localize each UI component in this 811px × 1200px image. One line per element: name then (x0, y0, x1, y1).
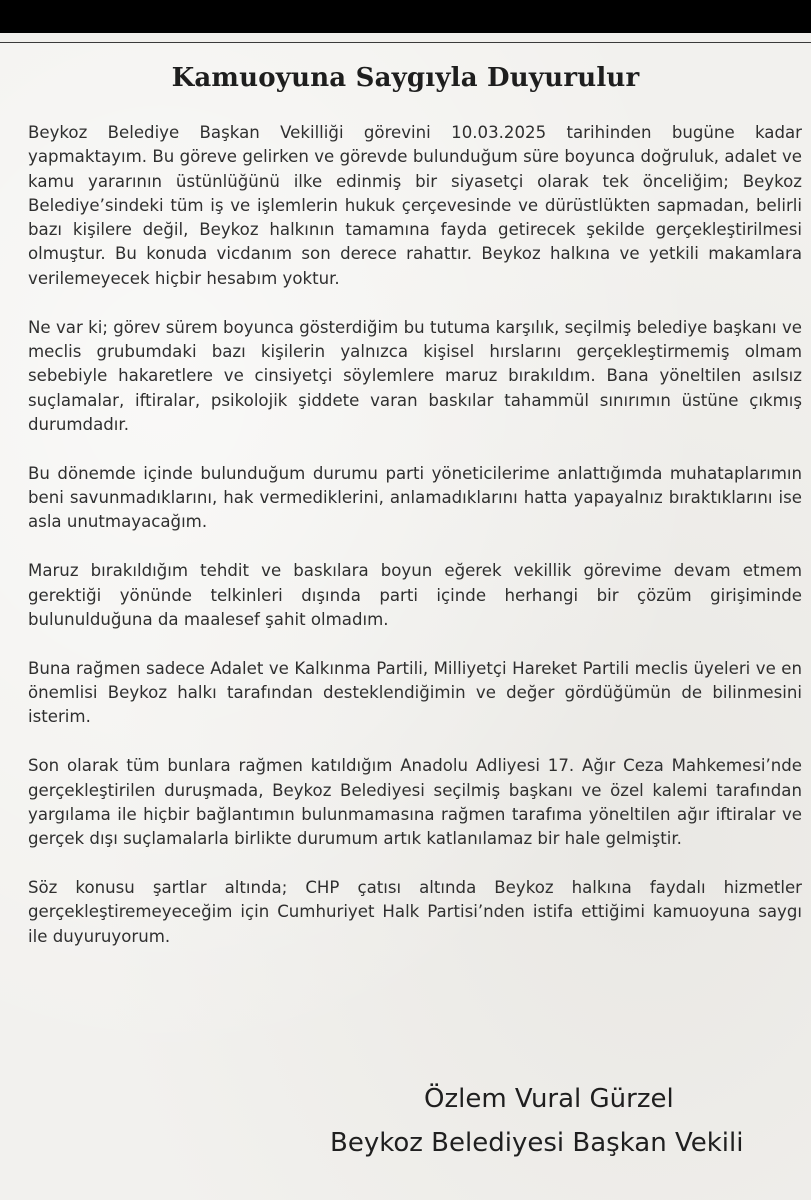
signatory-name: Özlem Vural Gürzel (424, 1084, 674, 1114)
signatory-position: Beykoz Belediyesi Başkan Vekili (330, 1128, 744, 1158)
top-bar (0, 0, 811, 33)
paragraph-5: Buna rağmen sadece Adalet ve Kalkınma Partili, Milliyetçi Hareket Partili meclis üyeleri ve en önemlisi Beykoz halkı tarafından desteklendiğimin ve değer gördüğümün de bilinmesini isterim. (28, 658, 802, 727)
signature-block (330, 1077, 810, 1165)
paragraph-7: Söz konusu şartlar altında; CHP çatısı altında Beykoz halkına faydalı hizmetler gerçekleştiremeyeceğim için Cumhuriyet Halk Partisi’nden istifa ettiğimi kamuoyuna saygı ile duyuruyorum. (28, 877, 802, 946)
paragraph-3: Bu dönemde içinde bulunduğum durumu parti yöneticilerime anlattığımda muhataplarımın beni savunmadıklarını, hak vermediklerini, anlamadıklarını hatta yapayalnız bıraktıklarını ise asla unutmayacağım. (28, 463, 802, 532)
paragraph-6: Son olarak tüm bunlara rağmen katıldığım Anadolu Adliyesi 17. Ağır Ceza Mahkemesi’nde gerçekleştirilen duruşmada, Beykoz Belediyesi seçilmiş başkanı ve özel kalemi tarafından yargılama ile hiçbir bağlantımın bulunmamasına rağmen tarafıma yöneltilen ağır iftiralar ve gerçek dışı suçlamalarla birlikte durumum artık katlanılamaz bir hale gelmiştir. (28, 756, 802, 849)
paragraph-1: Beykoz Belediye Başkan Vekilliği görevini 10.03.2025 tarihinden bugüne kadar yapmaktayım. Bu göreve gelirken ve görevde bulunduğum süre boyunca doğruluk, adalet ve kamu yararının üstünlüğünü ilke edinmiş bir siyasetçi olarak tek önceliğim; Beykoz Belediye’sindeki tüm iş ve işlemlerin hukuk çerçevesinde ve dürüstlükten sapmadan, belirli bazı kişilere değil, Beykoz halkının tamamına fayda getirecek şekilde gerçekleştirilmesi olmuştur. Bu konuda vicdanım son derece rahattır. Beykoz halkına ve yetkili makamlara verilemeyecek hiçbir hesabım yoktur. (28, 123, 802, 288)
paragraph-4: Maruz bırakıldığım tehdit ve baskılara boyun eğerek vekillik görevime devam etmem gerektiği yönünde telkinleri dışında parti içinde herhangi bir çözüm girişiminde bulunulduğuna da maalesef şahit olmadım. (28, 561, 802, 629)
paragraph-2: Ne var ki; görev sürem boyunca gösterdiğim bu tutuma karşılık, seçilmiş belediye başkanı ve meclis grubumdaki bazı kişilerin yalnızca kişisel hırslarını gerçekleştirmemiş olmam sebebiyle hakaretlere ve cinsiyetçi söylemlere maruz bırakıldım. Bana yöneltilen asılsız suçlamalar, iftiralar, psikolojik şiddete varan baskılar tahammül sınırımın üstüne çıkmış durumdadır. (28, 317, 802, 434)
document-title: Kamuoyuna Saygıyla Duyurulur (171, 63, 640, 93)
document-body (28, 121, 802, 973)
